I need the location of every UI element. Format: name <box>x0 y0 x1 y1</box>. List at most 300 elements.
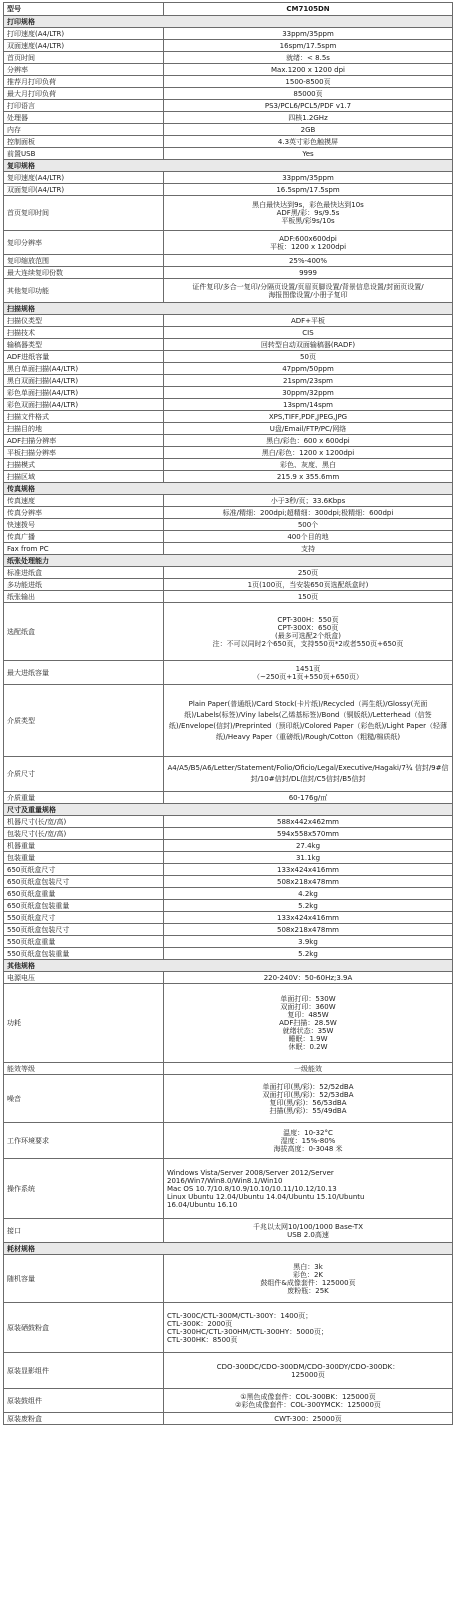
spec-label: 550页纸盒重量 <box>4 936 164 948</box>
spec-value <box>164 52 453 64</box>
spec-row <box>4 148 453 160</box>
spec-label: 650页纸盒包装尺寸 <box>4 876 164 888</box>
spec-label: 操作系统 <box>4 1159 164 1219</box>
spec-value <box>164 567 453 579</box>
spec-row <box>4 888 453 900</box>
spec-value <box>164 88 453 100</box>
spec-value-line: CTL-300HC/CTL-300HM/CTL-300HY：5000页； <box>167 1327 329 1336</box>
spec-row <box>4 567 453 579</box>
spec-value-line: 海拔高度：0-3048 米 <box>273 1144 343 1153</box>
spec-row <box>4 112 453 124</box>
spec-label: 包装尺寸(长/宽/高) <box>4 828 164 840</box>
spec-value <box>164 28 453 40</box>
spec-value-line: 千兆以太网10/100/1000 Base-TX <box>252 1222 364 1231</box>
spec-value-line: 3.9kg <box>298 937 318 946</box>
spec-value <box>164 399 453 411</box>
spec-row <box>4 603 453 661</box>
spec-row <box>4 231 453 255</box>
spec-label: 随机容量 <box>4 1255 164 1303</box>
spec-value-line: 回转型自动双面输稿器(RADF) <box>260 340 356 349</box>
spec-label: 复印速度(A4/LTR) <box>4 172 164 184</box>
section-header <box>4 960 453 972</box>
spec-label: 550页纸盒包装重量 <box>4 948 164 960</box>
spec-value <box>164 363 453 375</box>
section-title: 尺寸及重量规格 <box>4 804 453 816</box>
spec-value <box>164 792 453 804</box>
spec-value <box>164 924 453 936</box>
spec-value-line: 594x558x570mm <box>276 829 339 838</box>
spec-label: Fax from PC <box>4 543 164 555</box>
table-header-row <box>4 3 453 16</box>
spec-value-line: U盘/Email/FTP/PC/网络 <box>269 424 347 433</box>
spec-value-line: CIS <box>302 328 314 337</box>
section-title: 打印规格 <box>4 16 453 28</box>
spec-row <box>4 661 453 685</box>
spec-value <box>164 507 453 519</box>
spec-value-line: 508x218x478mm <box>276 877 339 886</box>
spec-label: 平板扫描分辨率 <box>4 447 164 459</box>
spec-value <box>164 579 453 591</box>
spec-label: 介质类型 <box>4 685 164 757</box>
spec-label: 处理器 <box>4 112 164 124</box>
spec-value-line: 休眠：0.2W <box>288 1043 328 1051</box>
spec-value-line: 1500-8500页 <box>285 77 331 86</box>
spec-value-line: 2GB <box>300 125 316 134</box>
spec-row <box>4 924 453 936</box>
spec-value <box>164 40 453 52</box>
spec-value-line: 25%-400% <box>288 256 328 265</box>
spec-value-line: 双面打印：360W <box>280 1003 336 1011</box>
spec-value-line: A4/A5/B5/A6/Letter/Statement/Folio/Oficio/Legal/Executive/Hagaki/7¾ 信封/9#信封/10#信封/DL信封/C5信封/B5信封 <box>167 764 449 783</box>
spec-row <box>4 411 453 423</box>
spec-label: 复印缩放范围 <box>4 255 164 267</box>
spec-value <box>164 267 453 279</box>
spec-row <box>4 327 453 339</box>
spec-row <box>4 255 453 267</box>
spec-value-line: Windows Vista/Server 2008/Server 2012/Server <box>167 1168 334 1177</box>
spec-value-line: CPT-300H：550页 <box>277 615 339 624</box>
spec-value-line: ADF黑/彩：9s/9.5s <box>276 209 340 217</box>
spec-label: 介质重量 <box>4 792 164 804</box>
spec-label: 原装鼓组件 <box>4 1389 164 1413</box>
spec-row <box>4 136 453 148</box>
spec-value <box>164 816 453 828</box>
spec-value-line: 2016/Win7/Win8.0/Win8.1/Win10 <box>167 1176 283 1185</box>
spec-value-line: ①黑色成像套件：COL-300BK：125000页 <box>240 1392 376 1401</box>
spec-label: 原装废粉盒 <box>4 1413 164 1425</box>
section-header <box>4 16 453 28</box>
spec-value <box>164 984 453 1063</box>
spec-row <box>4 267 453 279</box>
section-title: 传真规格 <box>4 483 453 495</box>
spec-value-line: CTL-300HK：8500页 <box>167 1335 238 1344</box>
spec-value-line: 一级能效 <box>294 1064 322 1073</box>
spec-label: 输稿器类型 <box>4 339 164 351</box>
spec-value-line: Yes <box>302 149 314 158</box>
spec-value-line: 双面打印(黑/彩)：52/53dBA <box>262 1090 354 1099</box>
spec-value <box>164 447 453 459</box>
spec-label: 机器重量 <box>4 840 164 852</box>
spec-value <box>164 100 453 112</box>
spec-value <box>164 757 453 792</box>
spec-row <box>4 363 453 375</box>
spec-row <box>4 76 453 88</box>
spec-label: 首页复印时间 <box>4 196 164 231</box>
spec-value-line: 1页(100页，当安装650页选配纸盒时) <box>247 580 369 589</box>
section-title: 纸张处理能力 <box>4 555 453 567</box>
spec-value-line: 平板：1200 x 1200dpi <box>269 242 347 251</box>
spec-value-line: 彩色：2K <box>292 1270 324 1279</box>
spec-row <box>4 124 453 136</box>
spec-row <box>4 435 453 447</box>
spec-value <box>164 912 453 924</box>
spec-label: 扫描仪类型 <box>4 315 164 327</box>
spec-value-line: （~250页+1页+550页+650页） <box>253 672 363 681</box>
spec-row <box>4 531 453 543</box>
spec-value-line: 湿度：15%-80% <box>280 1136 336 1145</box>
spec-value-line: 标准/精细：200dpi;超精细：300dpi;极精细：600dpi <box>222 508 394 517</box>
spec-value <box>164 1219 453 1243</box>
spec-value <box>164 1389 453 1413</box>
spec-value <box>164 519 453 531</box>
spec-row <box>4 495 453 507</box>
section-header <box>4 303 453 315</box>
spec-value-line: 31.1kg <box>295 853 321 862</box>
spec-value <box>164 459 453 471</box>
spec-value <box>164 1123 453 1159</box>
spec-value-line: 单面打印(黑/彩)：52/52dBA <box>262 1082 354 1091</box>
spec-value-line: 133x424x416mm <box>276 865 339 874</box>
spec-row <box>4 543 453 555</box>
spec-value <box>164 339 453 351</box>
spec-row <box>4 1063 453 1075</box>
spec-value-line: ADF+平板 <box>290 316 326 325</box>
spec-value <box>164 828 453 840</box>
spec-value-line: 4.3英寸彩色触摸屏 <box>277 137 339 146</box>
spec-label: 分辨率 <box>4 64 164 76</box>
spec-label: 最大连续复印份数 <box>4 267 164 279</box>
spec-label: 接口 <box>4 1219 164 1243</box>
spec-value <box>164 315 453 327</box>
spec-value-line: 27.4kg <box>295 841 321 850</box>
spec-label: 传真速度 <box>4 495 164 507</box>
spec-value-line: 16spm/17.5spm <box>279 41 337 50</box>
spec-value-line: 21spm/23spm <box>283 376 333 385</box>
section-title: 复印规格 <box>4 160 453 172</box>
spec-value <box>164 411 453 423</box>
spec-value-line: 85000页 <box>293 89 323 98</box>
spec-value <box>164 76 453 88</box>
section-header <box>4 804 453 816</box>
spec-value <box>164 148 453 160</box>
spec-label: 能效等级 <box>4 1063 164 1075</box>
spec-row <box>4 1219 453 1243</box>
spec-value-line: 5.2kg <box>298 949 318 958</box>
spec-value-line: 33ppm/35ppm <box>282 29 334 38</box>
spec-value <box>164 900 453 912</box>
spec-label: 标准进纸盒 <box>4 567 164 579</box>
spec-value-line: 5.2kg <box>298 901 318 910</box>
spec-row <box>4 852 453 864</box>
spec-value-line: 400个目的地 <box>287 532 329 541</box>
spec-row <box>4 172 453 184</box>
spec-row <box>4 1159 453 1219</box>
spec-value-line: Linux Ubuntu 12.04/Ubuntu 14.04/Ubuntu 15.10/Ubuntu <box>167 1192 365 1201</box>
spec-row <box>4 1123 453 1159</box>
spec-label: 控制面板 <box>4 136 164 148</box>
spec-value-line: 复印：485W <box>287 1011 329 1019</box>
spec-value-line: 单面打印：530W <box>280 995 336 1003</box>
spec-row <box>4 423 453 435</box>
spec-row <box>4 840 453 852</box>
spec-label: ADF扫描分辨率 <box>4 435 164 447</box>
spec-value <box>164 972 453 984</box>
spec-value <box>164 876 453 888</box>
spec-value-line: 黑白：3k <box>293 1262 323 1271</box>
spec-row <box>4 1255 453 1303</box>
spec-label: 首页时间 <box>4 52 164 64</box>
section-header <box>4 160 453 172</box>
spec-value-line: 彩色、灰度、黑白 <box>280 460 336 469</box>
spec-row <box>4 459 453 471</box>
spec-value-line: 鼓组件&成像套件：125000页 <box>260 1278 356 1287</box>
spec-label: 550页纸盒包装尺寸 <box>4 924 164 936</box>
spec-value-line: ②彩色成像套件：COL-300YMCK：125000页 <box>235 1400 381 1409</box>
spec-value <box>164 543 453 555</box>
spec-value-line: 扫描(黑/彩)：55/49dBA <box>269 1106 347 1115</box>
spec-label: 前置USB <box>4 148 164 160</box>
spec-value-line: 50页 <box>300 352 316 361</box>
spec-label: 双面速度(A4/LTR) <box>4 40 164 52</box>
spec-label: 650页纸盒重量 <box>4 888 164 900</box>
spec-label: 电源电压 <box>4 972 164 984</box>
spec-label: 纸张输出 <box>4 591 164 603</box>
spec-row <box>4 40 453 52</box>
spec-table <box>3 2 453 1425</box>
spec-value <box>164 196 453 231</box>
spec-label: 扫描区域 <box>4 471 164 483</box>
spec-row <box>4 579 453 591</box>
spec-value-line: 就绪：< 8.5s <box>286 53 330 62</box>
spec-value <box>164 1159 453 1219</box>
spec-value <box>164 495 453 507</box>
spec-value-line: ADF:600x600dpi <box>279 234 337 243</box>
section-title: 耗材规格 <box>4 1243 453 1255</box>
spec-value <box>164 864 453 876</box>
spec-label: 多功能进纸 <box>4 579 164 591</box>
spec-row <box>4 685 453 757</box>
spec-value <box>164 531 453 543</box>
spec-row <box>4 52 453 64</box>
spec-row <box>4 757 453 792</box>
spec-value <box>164 840 453 852</box>
spec-row <box>4 339 453 351</box>
spec-row <box>4 864 453 876</box>
spec-row <box>4 399 453 411</box>
spec-label: 扫描技术 <box>4 327 164 339</box>
spec-value <box>164 661 453 685</box>
spec-value <box>164 888 453 900</box>
spec-value-line: 588x442x462mm <box>276 817 339 826</box>
spec-row <box>4 1353 453 1389</box>
spec-row <box>4 447 453 459</box>
spec-value <box>164 1255 453 1303</box>
spec-row <box>4 1389 453 1413</box>
spec-value-line: 黑白/彩色：1200 x 1200dpi <box>261 448 355 457</box>
spec-value-line: XPS,TIFF,PDF,JPEG,JPG <box>268 412 348 421</box>
spec-value-line: 500个 <box>297 520 319 529</box>
spec-value-line: 证件复印/多合一复印/分隔页设置/页眉页脚设置/背景信息设置/封面页设置/ <box>192 282 424 291</box>
spec-row <box>4 1303 453 1353</box>
spec-value-line: CTL-300K：2000页 <box>167 1319 233 1328</box>
spec-value <box>164 1075 453 1123</box>
spec-value-line: 9999 <box>299 268 317 277</box>
spec-value-line: (最多可选配2个纸盒) <box>275 631 341 640</box>
spec-value <box>164 387 453 399</box>
spec-value-line: CTL-300C/CTL-300M/CTL-300Y：1400页； <box>167 1311 313 1320</box>
spec-label: 打印速度(A4/LTR) <box>4 28 164 40</box>
spec-row <box>4 828 453 840</box>
spec-value <box>164 375 453 387</box>
spec-row <box>4 279 453 303</box>
spec-value-line: CPT-300X：650页 <box>277 623 339 632</box>
spec-value <box>164 136 453 148</box>
spec-value <box>164 936 453 948</box>
spec-row <box>4 64 453 76</box>
spec-value-line: USB 2.0高速 <box>287 1230 329 1239</box>
spec-label: 噪音 <box>4 1075 164 1123</box>
spec-row <box>4 100 453 112</box>
section-header <box>4 1243 453 1255</box>
spec-value <box>164 948 453 960</box>
spec-label: 传真广播 <box>4 531 164 543</box>
spec-row <box>4 88 453 100</box>
spec-row <box>4 28 453 40</box>
spec-value-line: 125000页 <box>291 1370 325 1379</box>
spec-value-line: 215.9 x 355.6mm <box>276 472 340 481</box>
spec-value-line: CDO-300DC/CDO-300DM/CDO-300DY/CDO-300DK： <box>216 1362 400 1371</box>
spec-label: 双面复印(A4/LTR) <box>4 184 164 196</box>
spec-label: 原装硒鼓粉盒 <box>4 1303 164 1353</box>
spec-value <box>164 852 453 864</box>
model-label: 型号 <box>4 3 164 16</box>
spec-row <box>4 1075 453 1123</box>
spec-value-line: CWT-300：25000页 <box>274 1414 342 1423</box>
spec-row <box>4 184 453 196</box>
section-title: 扫描规格 <box>4 303 453 315</box>
spec-row <box>4 912 453 924</box>
spec-value-line: 33ppm/35ppm <box>282 173 334 182</box>
spec-value <box>164 1303 453 1353</box>
spec-label: 黑白单面扫描(A4/LTR) <box>4 363 164 375</box>
spec-value-line: 废粉瓶：25K <box>287 1286 329 1295</box>
spec-label: 介质尺寸 <box>4 757 164 792</box>
spec-label: 功耗 <box>4 984 164 1063</box>
section-title: 其他规格 <box>4 960 453 972</box>
spec-row <box>4 984 453 1063</box>
spec-row <box>4 948 453 960</box>
spec-value <box>164 124 453 136</box>
spec-value <box>164 64 453 76</box>
spec-value-line: 温度：10-32°C <box>283 1128 333 1137</box>
spec-value-line: 支持 <box>301 544 315 553</box>
spec-value <box>164 435 453 447</box>
spec-value <box>164 112 453 124</box>
spec-value-line: 508x218x478mm <box>276 925 339 934</box>
spec-row <box>4 196 453 231</box>
spec-row <box>4 375 453 387</box>
spec-row <box>4 1413 453 1425</box>
spec-label: 黑白双面扫描(A4/LTR) <box>4 375 164 387</box>
spec-label: 550页纸盒尺寸 <box>4 912 164 924</box>
spec-label: 扫描文件格式 <box>4 411 164 423</box>
spec-row <box>4 816 453 828</box>
spec-label: 选配纸盒 <box>4 603 164 661</box>
spec-label: 快速拨号 <box>4 519 164 531</box>
spec-row <box>4 792 453 804</box>
spec-value-line: Max.1200 x 1200 dpi <box>271 65 345 74</box>
spec-value-line: PS3/PCL6/PCL5/PDF v1.7 <box>264 101 352 110</box>
spec-value <box>164 351 453 363</box>
spec-value-line: 16.04/Ubuntu 16.10 <box>167 1200 238 1209</box>
spec-value-line: 1451页 <box>295 664 321 673</box>
spec-row <box>4 936 453 948</box>
spec-row <box>4 507 453 519</box>
spec-row <box>4 471 453 483</box>
spec-value-line: 平板黑/彩9s/10s <box>281 217 335 225</box>
spec-label: ADF进纸容量 <box>4 351 164 363</box>
spec-value-line: 60-176g/㎡ <box>288 793 328 802</box>
spec-label: 扫描目的地 <box>4 423 164 435</box>
spec-value-line: 就绪状态：35W <box>282 1027 334 1035</box>
spec-label: 推荐月打印负荷 <box>4 76 164 88</box>
spec-value <box>164 327 453 339</box>
spec-value-line: 47ppm/50ppm <box>282 364 334 373</box>
spec-label: 650页纸盒包装重量 <box>4 900 164 912</box>
spec-value-line: 睡眠：1.9W <box>288 1035 328 1043</box>
spec-label: 打印语言 <box>4 100 164 112</box>
spec-value-line: 4.2kg <box>298 889 318 898</box>
spec-value-line: 海报图像设置/小册子复印 <box>268 290 348 299</box>
spec-value-line: 30ppm/32ppm <box>282 388 334 397</box>
spec-row <box>4 387 453 399</box>
spec-row <box>4 519 453 531</box>
spec-label: 其他复印功能 <box>4 279 164 303</box>
spec-value-line: 250页 <box>297 568 319 577</box>
spec-value <box>164 255 453 267</box>
spec-label: 机器尺寸(长/宽/高) <box>4 816 164 828</box>
spec-value <box>164 423 453 435</box>
spec-value <box>164 591 453 603</box>
spec-value <box>164 685 453 757</box>
spec-value <box>164 1063 453 1075</box>
spec-label: 内存 <box>4 124 164 136</box>
spec-value <box>164 1413 453 1425</box>
spec-row <box>4 876 453 888</box>
spec-value-line: 小于3秒/页；33.6Kbps <box>270 496 346 505</box>
spec-row <box>4 900 453 912</box>
spec-value-line: 四核1.2GHz <box>288 113 328 122</box>
spec-label: 原装显影组件 <box>4 1353 164 1389</box>
spec-value <box>164 603 453 661</box>
spec-value-line: Mac OS 10.7/10.8/10.9/10.10/10.11/10.12/10.13 <box>167 1184 337 1193</box>
spec-value <box>164 279 453 303</box>
spec-value-line: 黑白/彩色：600 x 600dpi <box>266 436 350 445</box>
spec-value-line: 220-240V：50-60Hz;3.9A <box>263 973 353 982</box>
spec-value <box>164 184 453 196</box>
spec-label: 工作环境要求 <box>4 1123 164 1159</box>
spec-row <box>4 315 453 327</box>
